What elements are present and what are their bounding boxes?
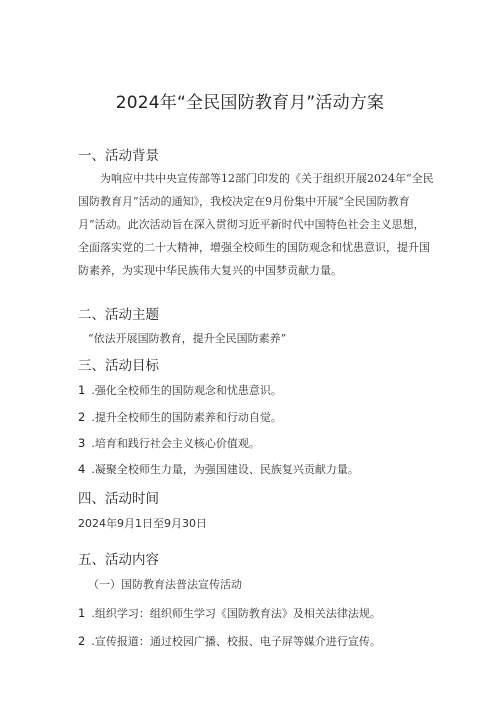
goal-text: .强化全校师生的国防观念和忧患意识。: [91, 384, 282, 397]
goal-item: [78, 435, 260, 451]
background-paragraph: 为响应中共中央宣传部等12部门印发的《关于组织开展2024年“全民国防教育月”活动的通知》，我校决定在9月份集中开展“全民国防教育月”活动。此次活动旨在深入贯彻习近平新时代中国特色社会主义思想，全面落实党的二十大精神，增强全校师生的国防观念和忧患意识，提升国防素养，为实现中华民族伟大复兴的中国梦贡献力量。: [78, 172, 434, 277]
section-heading-goals: 三、活动目标: [78, 358, 159, 374]
theme-text: “依法开展国防教育，提升全民国防素养”: [88, 332, 287, 345]
section-heading-content: 五、活动内容: [78, 552, 159, 568]
content-item: [78, 605, 381, 621]
document-title: 2024年“全民国防教育月”活动方案: [115, 93, 385, 113]
goal-number: 3: [78, 436, 86, 450]
goal-text: .培育和践行社会主义核心价值观。: [91, 437, 260, 450]
content-text: .宣传报道：通过校园广播、校报、电子屏等媒介进行宣传。: [91, 635, 381, 648]
section-heading-theme: 二、活动主题: [78, 307, 159, 323]
goal-number: 4: [78, 462, 86, 476]
section-heading-background: 一、活动背景: [78, 148, 159, 164]
content-number: 2: [78, 634, 86, 648]
section-heading-time: 四、活动时间: [78, 491, 159, 507]
goal-item: [78, 409, 282, 425]
time-text: 2024年9月1日至9月30日: [78, 517, 207, 530]
goal-item: [78, 461, 359, 477]
content-item: [78, 633, 381, 649]
goal-text: .提升全校师生的国防素养和行动自觉。: [91, 411, 282, 424]
goal-number: 2: [78, 410, 86, 424]
goal-number: 1: [78, 383, 86, 397]
goal-text: .凝聚全校师生力量，为强国建设、民族复兴贡献力量。: [91, 463, 359, 476]
content-subheading: （一）国防教育法普法宣传活动: [88, 578, 242, 591]
content-text: .组织学习：组织师生学习《国防教育法》及相关法律法规。: [91, 607, 381, 620]
content-number: 1: [78, 606, 86, 620]
goal-item: [78, 382, 282, 398]
